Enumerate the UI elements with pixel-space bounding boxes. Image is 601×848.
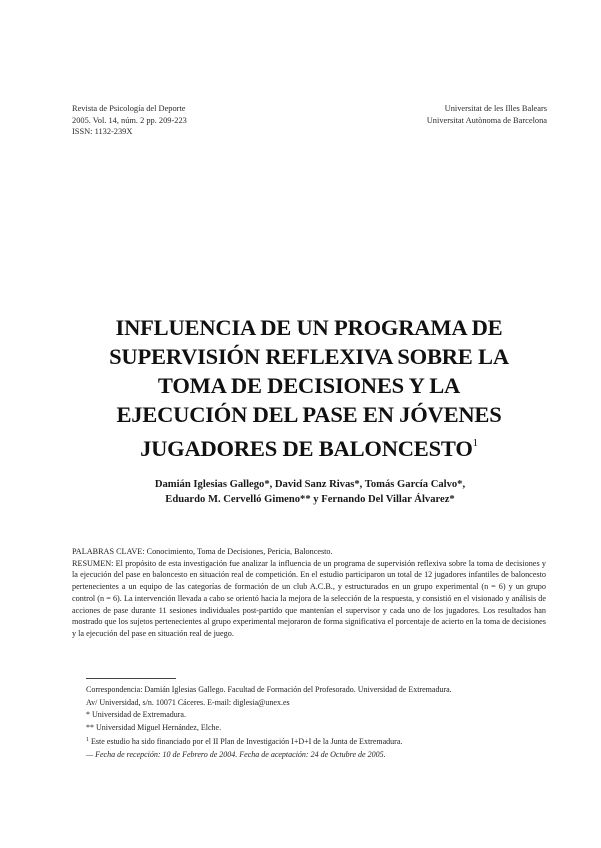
title-line: TOMA DE DECISIONES Y LA — [157, 373, 461, 398]
title-line: INFLUENCIA DE UN PROGRAMA DE — [115, 315, 503, 340]
journal-volume: 2005. Vol. 14, núm. 2 pp. 209-223 — [72, 115, 187, 125]
title-line: EJECUCIÓN DEL PASE EN JÓVENES — [116, 402, 502, 427]
author-line: Damián Iglesias Gallego*, David Sanz Rivas*, Tomás García Calvo*, — [154, 479, 466, 490]
correspondence-line: Av/ Universidad, s/n. 10071 Cáceres. E-mail: diglesia@unex.es — [86, 697, 290, 707]
correspondence-line: Correspondencia: Damián Iglesias Gallego. Facultad de Formación del Profesorado. Universidad de Extremadura. — [86, 685, 452, 694]
paper-title — [56, 313, 562, 463]
dates-note: — Fecha de recepción: 10 de Febrero de 2004. Fecha de aceptación: 24 de Octubre de 2005. — [86, 749, 386, 759]
abstract — [72, 546, 546, 640]
journal-issn: ISSN: 1132-239X — [72, 127, 133, 137]
funding-note — [86, 734, 556, 749]
publisher-header — [427, 103, 547, 126]
journal-name: Revista de Psicología del Deporte — [72, 104, 186, 113]
footnote-divider — [86, 678, 176, 679]
author-line: Eduardo M. Cervelló Gimeno** y Fernando Del Villar Álvarez* — [165, 493, 455, 505]
resumen: RESUMEN: El propósito de esta investigación fue analizar la influencia de un programa de supervisión reflexiva sobre la toma de decisiones y la ejecución del pase en baloncesto en situación real de competición. En el estudio participaron un total de 12 jugadores infantiles de baloncesto pertenecientes a un equipo de las categorías de formación de un club A.C.B., y estructurados en un grupo experimental (n = 6) y un grupo control (n = 6). La intervención llevada a cabo se orientó hacia la mejora de la selección de la respuesta, y consistió en el visionado y análisis de acciones de pase durante 11 sesiones individuales post-partido que mantenían el supervisor y cada uno de los jugadores. Los resultados han mostrado que los sujetos pertenecientes al grupo experimental mejoraron de forma significativa el porcentaje de acierto en la toma de decisiones y la ejecución del pase en situación real de juego. — [72, 558, 546, 638]
affiliation-note: * Universidad de Extremadura. — [86, 710, 186, 719]
title-footnote-mark: 1 — [472, 437, 478, 449]
title-line: SUPERVISIÓN REFLEXIVA SOBRE LA — [109, 344, 509, 369]
journal-header — [72, 103, 187, 138]
publisher-uib: Universitat de les Illes Balears — [444, 104, 547, 113]
author-list — [60, 478, 560, 507]
funding-text: Este estudio ha sido financiado por el II Plan de Investigación I+D+I de la Junta de Extremadura. — [91, 737, 403, 746]
title-line: JUGADORES DE BALONCESTO — [140, 436, 473, 461]
affiliation-note: ** Universidad Miguel Hernández, Elche. — [86, 722, 222, 732]
publisher-uab: Universitat Autònoma de Barcelona — [426, 115, 547, 125]
keywords: PALABRAS CLAVE: Conocimiento, Toma de Decisiones, Pericia, Baloncesto. — [72, 547, 333, 556]
title-line-last — [56, 429, 562, 463]
funding-mark: 1 — [86, 737, 89, 743]
footnotes — [86, 684, 556, 761]
